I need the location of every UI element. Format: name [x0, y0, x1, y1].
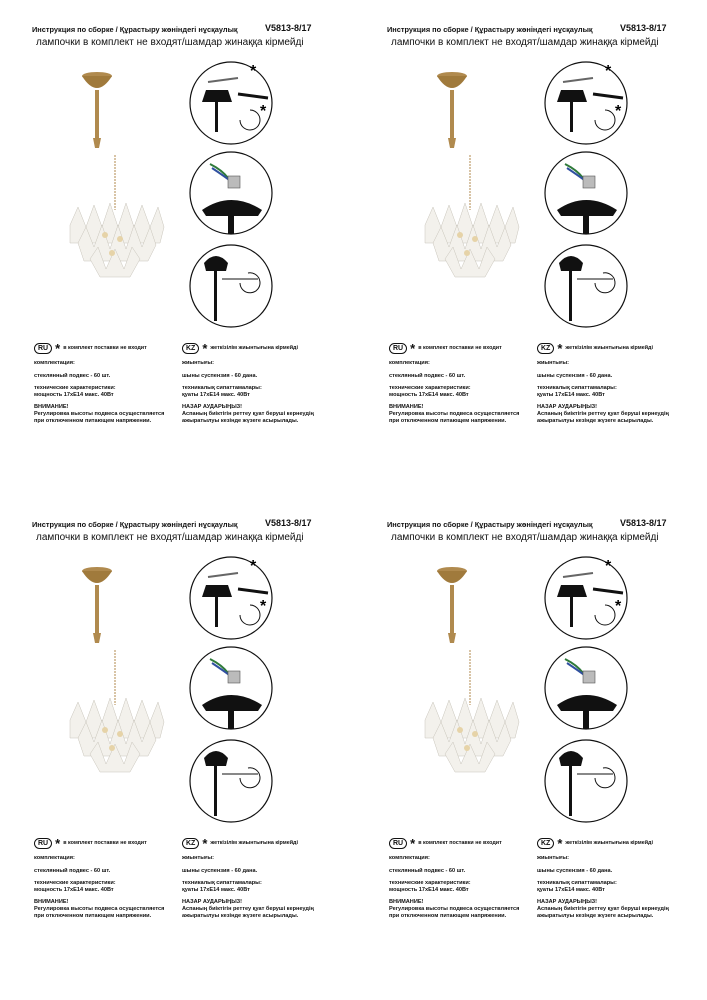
kz-section: [182, 835, 332, 919]
ru-warning-line1: Регулировка высоты подвеса осуществляется: [389, 410, 520, 417]
kz-warning-line1: Аспаның биіктігін реттеу қуат беруші кернеудің: [182, 410, 314, 417]
kz-spec-value: қуаты 17xE14 макс. 40Вт: [182, 886, 250, 893]
doc-title: Инструкция по сборке / Құрастыру жөніндегі нұсқаулық: [32, 25, 238, 34]
kz-section: [537, 340, 687, 424]
ru-warning-line2: при отключенном питающем напряжении.: [389, 912, 507, 919]
step-2-diagram: [543, 645, 629, 731]
doc-subtitle: лампочки в комплект не входят/шамдар жинаққа кірмейді: [391, 532, 659, 543]
instruction-card: [385, 25, 707, 495]
kz-spec-header: техникалық сипаттамалары:: [537, 385, 617, 392]
chandelier-image: [415, 650, 525, 780]
kz-badge: KZ: [182, 838, 199, 849]
asterisk-icon: *: [202, 835, 208, 851]
kz-kit-header: жиынтығы:: [182, 855, 215, 861]
kz-not-included: жеткізілім жиынтығына кірмейді: [565, 345, 653, 352]
chandelier-image: [415, 155, 525, 285]
ru-warning-header: ВНИМАНИЕ!: [389, 404, 424, 411]
kz-spec-value: қуаты 17xE14 макс. 40Вт: [537, 391, 605, 398]
chandelier-image: [60, 650, 170, 780]
doc-subtitle: лампочки в комплект не входят/шамдар жинаққа кірмейді: [391, 37, 659, 48]
asterisk-icon: *: [557, 340, 563, 356]
kz-warning-header: НАЗАР АУДАРЫҢЫЗ!: [182, 404, 243, 411]
kz-warning-line2: ажыратылуы кезінде жүзеге асырылады.: [537, 912, 654, 919]
asterisk-icon: *: [55, 835, 61, 851]
canopy-rod-image: [80, 565, 114, 645]
ru-warning-line2: при отключенном питающем напряжении.: [389, 417, 507, 424]
doc-subtitle: лампочки в комплект не входят/шамдар жинаққа кірмейді: [36, 37, 304, 48]
ru-kit-header: комплектация:: [34, 360, 75, 366]
asterisk-icon: *: [55, 340, 61, 356]
canopy-rod-image: [435, 565, 469, 645]
instruction-card: [385, 520, 707, 990]
ru-kit-item: стеклянный подвес - 60 шт.: [389, 867, 466, 874]
step-2-diagram: [543, 150, 629, 236]
kz-spec-value: қуаты 17xE14 макс. 40Вт: [182, 391, 250, 398]
ru-spec-header: технические характеристики:: [389, 880, 471, 887]
ru-badge: RU: [34, 838, 52, 849]
kz-kit-item: шыны суспензия - 60 дана.: [182, 867, 258, 874]
step-3-diagram: [188, 738, 274, 824]
step-1-diagram: [188, 555, 274, 641]
ru-kit-header: комплектация:: [34, 855, 75, 861]
kz-warning-header: НАЗАР АУДАРЫҢЫЗ!: [537, 899, 598, 906]
kz-kit-item: шыны суспензия - 60 дана.: [182, 372, 258, 379]
ru-section: [34, 340, 184, 424]
step-1-diagram: [543, 60, 629, 146]
kz-spec-header: техникалық сипаттамалары:: [537, 880, 617, 887]
kz-kit-item: шыны суспензия - 60 дана.: [537, 372, 613, 379]
ru-kit-item: стеклянный подвес - 60 шт.: [34, 372, 111, 379]
doc-title: Инструкция по сборке / Құрастыру жөніндегі нұсқаулық: [387, 520, 593, 529]
ru-badge: RU: [34, 343, 52, 354]
ru-spec-value: мощность 17xE14 макс. 40Вт: [389, 886, 469, 893]
kz-warning-line1: Аспаның биіктігін реттеу қуат беруші кернеудің: [537, 905, 669, 912]
step-2-diagram: [188, 645, 274, 731]
ru-section: [389, 835, 539, 919]
svg-text:*: *: [615, 103, 622, 120]
kz-warning-line2: ажыратылуы кезінде жүзеге асырылады.: [182, 912, 299, 919]
model-number: V5813-8/17: [620, 518, 667, 528]
svg-text:*: *: [260, 598, 267, 615]
ru-warning-line1: Регулировка высоты подвеса осуществляется: [389, 905, 520, 912]
ru-section: [389, 340, 539, 424]
ru-warning-header: ВНИМАНИЕ!: [34, 899, 69, 906]
asterisk-icon: *: [557, 835, 563, 851]
kz-kit-header: жиынтығы:: [182, 360, 215, 366]
kz-spec-header: техникалық сипаттамалары:: [182, 880, 262, 887]
ru-spec-header: технические характеристики:: [34, 385, 116, 392]
ru-section: [34, 835, 184, 919]
kz-warning-line2: ажыратылуы кезінде жүзеге асырылады.: [182, 417, 299, 424]
svg-text:*: *: [605, 558, 612, 575]
kz-kit-header: жиынтығы:: [537, 855, 570, 861]
ru-warning-line2: при отключенном питающем напряжении.: [34, 417, 152, 424]
ru-spec-header: технические характеристики:: [389, 385, 471, 392]
ru-badge: RU: [389, 838, 407, 849]
kz-badge: KZ: [537, 343, 554, 354]
kz-badge: KZ: [182, 343, 199, 354]
kz-spec-value: қуаты 17xE14 макс. 40Вт: [537, 886, 605, 893]
asterisk-icon: *: [410, 340, 416, 356]
ru-warning-line2: при отключенном питающем напряжении.: [34, 912, 152, 919]
kz-section: [182, 340, 332, 424]
instruction-card: [30, 520, 370, 990]
step-1-diagram: [188, 60, 274, 146]
kz-warning-line2: ажыратылуы кезінде жүзеге асырылады.: [537, 417, 654, 424]
asterisk-icon: *: [202, 340, 208, 356]
svg-text:*: *: [250, 63, 257, 80]
doc-title: Инструкция по сборке / Құрастыру жөніндегі нұсқаулық: [387, 25, 593, 34]
ru-not-included: в комплект поставки не входит: [63, 840, 147, 847]
step-1-diagram: [543, 555, 629, 641]
kz-kit-header: жиынтығы:: [537, 360, 570, 366]
instruction-card: [30, 25, 370, 495]
kz-warning-line1: Аспаның биіктігін реттеу қуат беруші кернеудің: [182, 905, 314, 912]
doc-title: Инструкция по сборке / Құрастыру жөніндегі нұсқаулық: [32, 520, 238, 529]
kz-not-included: жеткізілім жиынтығына кірмейді: [210, 345, 298, 352]
ru-kit-item: стеклянный подвес - 60 шт.: [34, 867, 111, 874]
chandelier-image: [60, 155, 170, 285]
svg-text:*: *: [605, 63, 612, 80]
ru-warning-header: ВНИМАНИЕ!: [34, 404, 69, 411]
ru-not-included: в комплект поставки не входит: [63, 345, 147, 352]
step-3-diagram: [543, 738, 629, 824]
ru-spec-value: мощность 17xE14 макс. 40Вт: [34, 391, 114, 398]
ru-spec-header: технические характеристики:: [34, 880, 116, 887]
step-3-diagram: [543, 243, 629, 329]
canopy-rod-image: [435, 70, 469, 150]
ru-spec-value: мощность 17xE14 макс. 40Вт: [389, 391, 469, 398]
canopy-rod-image: [80, 70, 114, 150]
model-number: V5813-8/17: [265, 23, 312, 33]
ru-spec-value: мощность 17xE14 макс. 40Вт: [34, 886, 114, 893]
svg-text:*: *: [615, 598, 622, 615]
ru-kit-header: комплектация:: [389, 360, 430, 366]
svg-text:*: *: [260, 103, 267, 120]
kz-warning-header: НАЗАР АУДАРЫҢЫЗ!: [182, 899, 243, 906]
asterisk-icon: *: [410, 835, 416, 851]
ru-warning-header: ВНИМАНИЕ!: [389, 899, 424, 906]
ru-warning-line1: Регулировка высоты подвеса осуществляется: [34, 905, 165, 912]
svg-text:*: *: [250, 558, 257, 575]
kz-kit-item: шыны суспензия - 60 дана.: [537, 867, 613, 874]
ru-not-included: в комплект поставки не входит: [418, 840, 502, 847]
ru-kit-header: комплектация:: [389, 855, 430, 861]
kz-warning-line1: Аспаның биіктігін реттеу қуат беруші кернеудің: [537, 410, 669, 417]
kz-warning-header: НАЗАР АУДАРЫҢЫЗ!: [537, 404, 598, 411]
kz-spec-header: техникалық сипаттамалары:: [182, 385, 262, 392]
step-3-diagram: [188, 243, 274, 329]
kz-section: [537, 835, 687, 919]
kz-not-included: жеткізілім жиынтығына кірмейді: [565, 840, 653, 847]
model-number: V5813-8/17: [265, 518, 312, 528]
doc-subtitle: лампочки в комплект не входят/шамдар жинаққа кірмейді: [36, 532, 304, 543]
ru-not-included: в комплект поставки не входит: [418, 345, 502, 352]
kz-not-included: жеткізілім жиынтығына кірмейді: [210, 840, 298, 847]
model-number: V5813-8/17: [620, 23, 667, 33]
ru-badge: RU: [389, 343, 407, 354]
ru-kit-item: стеклянный подвес - 60 шт.: [389, 372, 466, 379]
ru-warning-line1: Регулировка высоты подвеса осуществляется: [34, 410, 165, 417]
step-2-diagram: [188, 150, 274, 236]
kz-badge: KZ: [537, 838, 554, 849]
